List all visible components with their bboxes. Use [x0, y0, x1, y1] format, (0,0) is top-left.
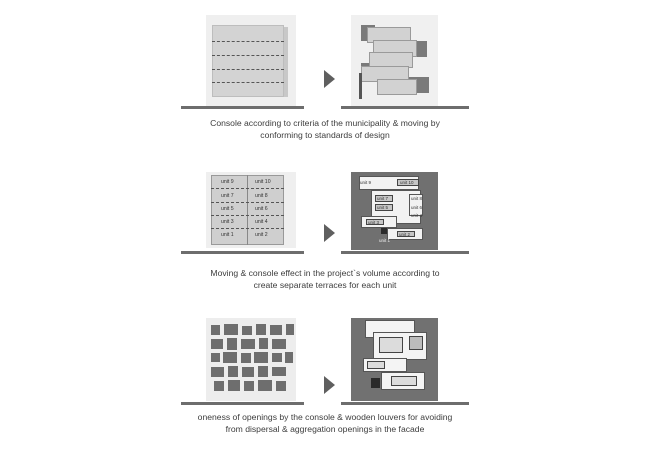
unit-label: unit 10 — [255, 179, 271, 185]
unit-label: unit 5 — [221, 206, 234, 212]
opening — [228, 366, 238, 377]
opening — [242, 367, 254, 377]
ground-line — [341, 106, 469, 109]
arrow-right-icon — [324, 376, 335, 394]
ground-line — [181, 106, 304, 109]
block-shadow — [284, 27, 288, 97]
louver-opening — [409, 336, 423, 350]
moved-floor — [377, 79, 417, 95]
unit-label: unit 7 — [377, 196, 389, 201]
louver-opening — [391, 376, 417, 386]
ground-line — [341, 402, 469, 405]
opening — [214, 381, 224, 391]
caption-line: Moving & console effect in the project`s volume according to — [210, 268, 440, 278]
unit-label: unit 2 — [255, 232, 268, 238]
opening — [228, 380, 240, 391]
opening — [276, 381, 286, 391]
caption-line: create separate terraces for each unit — [253, 280, 397, 290]
caption-line: conforming to standards of design — [260, 130, 390, 140]
unit-label: unit 1 — [221, 232, 234, 238]
opening — [286, 324, 294, 335]
unit-label: unit 5 — [377, 205, 389, 210]
unit-label: unit 7 — [221, 193, 234, 199]
unit-label: unit 9 — [221, 179, 234, 185]
facade-after-panel — [351, 15, 438, 107]
ground-line — [181, 402, 304, 405]
unit-label: unit 4 — [411, 213, 423, 218]
floor-line — [212, 82, 284, 83]
opening — [211, 367, 224, 377]
units-after-panel — [351, 172, 438, 250]
opening — [224, 324, 238, 335]
unit-divider — [247, 175, 248, 245]
unit-label: unit 2 — [399, 232, 411, 237]
wall-edge — [359, 73, 362, 99]
caption-line: Console according to criteria of the municipality & moving by — [210, 118, 440, 128]
opening — [223, 352, 237, 363]
opening — [211, 339, 223, 349]
opening — [256, 324, 266, 335]
opening — [227, 338, 237, 350]
unit-label: unit 6 — [411, 205, 423, 210]
openings-after-panel — [351, 318, 438, 401]
floor-line — [211, 228, 284, 229]
opening — [259, 338, 268, 349]
opening — [272, 367, 286, 376]
opening — [241, 353, 251, 363]
opening — [371, 378, 380, 388]
unit-label: unit 3 — [221, 219, 234, 225]
facade-before-panel — [206, 15, 296, 107]
opening — [272, 353, 282, 362]
floor-line — [211, 188, 284, 189]
unit-label: unit 8 — [255, 193, 268, 199]
unit-label: unit 10 — [400, 180, 414, 185]
opening — [211, 353, 220, 362]
floor-line — [212, 69, 284, 70]
building-block — [212, 25, 284, 97]
opening — [258, 380, 272, 391]
caption-line: from dispersal & aggregation openings in the facade — [225, 424, 425, 434]
unit-label: unit 4 — [255, 219, 268, 225]
arrow-right-icon — [324, 224, 335, 242]
unit-label: unit 9 — [360, 180, 372, 185]
floor-line — [212, 55, 284, 56]
floor-line — [211, 202, 284, 203]
opening — [258, 366, 268, 377]
arrow-right-icon — [324, 70, 335, 88]
opening — [242, 326, 252, 335]
units-before-panel — [206, 172, 296, 248]
ground-line — [181, 251, 304, 254]
ground-line — [341, 251, 469, 254]
opening — [270, 325, 282, 335]
unit-label: unit 1 — [379, 238, 391, 243]
opening — [285, 352, 293, 363]
unit-label: unit 6 — [255, 206, 268, 212]
caption-line: oneness of openings by the console & wooden louvers for avoiding — [197, 412, 453, 422]
caption-row-2 — [150, 267, 500, 291]
opening — [254, 352, 268, 363]
opening — [244, 381, 254, 391]
openings-before-panel — [206, 318, 296, 401]
opening — [272, 339, 286, 349]
louver-opening — [367, 361, 385, 369]
unit-label: unit 8 — [411, 196, 423, 201]
floor-line — [212, 41, 284, 42]
opening — [381, 228, 387, 234]
unit-label: unit 3 — [368, 220, 380, 225]
louver-opening — [379, 337, 403, 353]
opening — [211, 325, 220, 335]
opening — [241, 339, 255, 349]
floor-line — [211, 215, 284, 216]
caption-row-1 — [150, 117, 500, 141]
caption-row-3 — [150, 411, 500, 435]
